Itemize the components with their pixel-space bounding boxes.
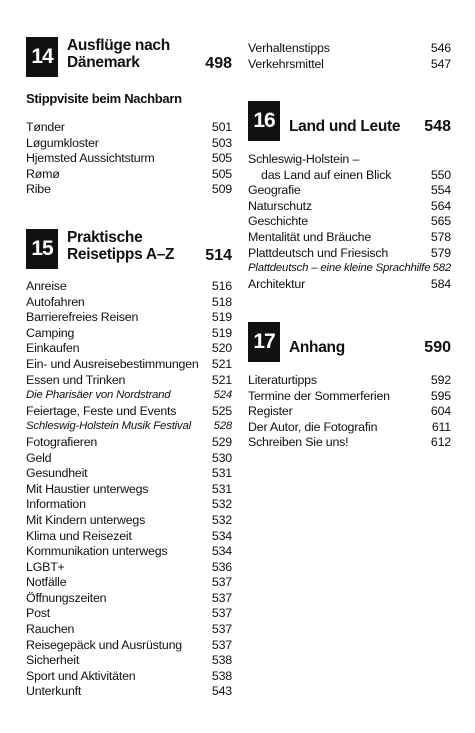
entry-title: Kommunikation unterwegs [26,544,168,559]
toc-entry[interactable] [26,482,232,498]
entry-page: 505 [211,151,232,166]
entry-title: Literaturtipps [248,373,317,387]
entry-title: Register [248,404,293,419]
toc-entry[interactable] [248,277,451,293]
entry-page: 537 [211,606,232,621]
entry-page: 509 [211,182,232,197]
entry-page: 505 [211,166,232,181]
entry-page: 611 [431,419,451,434]
toc-entry[interactable] [248,183,451,199]
entry-title: Geschichte [248,214,308,229]
toc-entry[interactable] [26,606,232,622]
toc-entry[interactable] [248,230,451,246]
entry-title: Mentalität und Bräuche [248,229,372,244]
entry-title: Einkaufen [26,341,80,356]
entry-title: Post [26,606,50,621]
toc-entry[interactable] [26,136,232,152]
entry-page: 524 [213,389,232,402]
entry-page: 534 [211,544,232,559]
entry-page: 554 [430,183,451,198]
entry-page: 582 [432,262,451,275]
toc-entry[interactable] [26,591,232,607]
chapter-title [67,229,174,263]
entry-title: Mit Kindern unterwegs [26,512,146,527]
entry-page: 612 [430,435,451,450]
entry-title: Klima und Reisezeit [26,528,132,543]
entry-page: 528 [213,420,232,433]
toc-entry[interactable] [26,151,232,167]
toc-entry[interactable] [26,373,232,389]
entry-page: 579 [430,245,451,260]
entry-title: Hjemsted Aussichtsturm [26,151,155,166]
toc-entry[interactable] [248,373,451,389]
entry-page: 525 [211,403,232,418]
chapter-14-header[interactable] [26,37,232,77]
entry-page: 516 [211,279,232,293]
toc-entry[interactable] [26,182,232,198]
entry-title: Fotografieren [26,434,98,449]
toc-entry[interactable] [26,120,232,136]
entry-title: Verkehrsmittel [248,56,324,71]
entry-page: 592 [430,373,451,387]
entry-title: Verhaltenstipps [248,41,330,55]
chapter-17-entries [248,373,451,451]
continued-entries [248,41,451,72]
entry-title: Rømø [26,166,60,181]
toc-entry[interactable] [26,466,232,482]
entry-title: Termine der Sommerferien [248,388,390,403]
entry-page: 546 [430,41,451,55]
entry-page: 565 [430,214,451,229]
entry-title: Schreiben Sie uns! [248,435,349,450]
entry-title: Camping [26,325,75,340]
entry-page: 537 [211,575,232,590]
chapter-page: 590 [424,339,451,356]
chapter-title-line: Ausflüge nach [67,37,170,54]
toc-entry-feature[interactable] [248,261,451,277]
entry-page: 520 [211,341,232,356]
entry-title: Ein- und Ausreisebestimmungen [26,356,199,371]
entry-page: 529 [211,434,232,449]
toc-entry[interactable] [248,246,451,262]
toc-entry[interactable] [26,310,232,326]
entry-title: Ribe [26,182,51,197]
chapter-subheading: Stippvisite beim Nachbarn [26,91,182,106]
entry-page: 519 [211,325,232,340]
entry-page: 537 [211,590,232,605]
entry-title: Reisegepäck und Ausrüstung [26,637,182,652]
entry-title: LGBT+ [26,559,65,574]
toc-entry[interactable] [26,451,232,467]
toc-entry[interactable] [248,435,451,451]
entry-page: 537 [211,637,232,652]
toc-entry[interactable] [26,575,232,591]
chapter-title-line: Praktische [67,229,143,246]
entry-title: Schleswig-Holstein Musik Festival [26,420,191,433]
toc-entry[interactable] [26,513,232,529]
chapter-title-line: Land und Leute [289,118,401,135]
entry-title: Anreise [26,279,67,293]
entry-page: 530 [211,450,232,465]
entry-page: 595 [430,388,451,403]
chapter-15-header[interactable] [26,229,232,269]
toc-entry[interactable] [248,41,451,57]
entry-title: Rauchen [26,622,75,637]
entry-title: Geld [26,450,52,465]
entry-page: 532 [211,512,232,527]
entry-title: Unterkunft [26,684,82,699]
entry-page: 521 [211,372,232,387]
entry-title: Sport und Aktivitäten [26,668,136,683]
entry-page: 537 [211,622,232,637]
chapter-title [67,37,170,71]
toc-entry[interactable] [26,341,232,357]
entry-title: Information [26,497,86,512]
toc-entry[interactable] [26,544,232,560]
entry-title: Notfälle [26,575,67,590]
entry-title: Plattdeutsch – eine kleine Sprachhilfe [248,262,431,275]
toc-entry[interactable] [26,404,232,420]
toc-entry[interactable] [26,326,232,342]
chapter-15-entries [26,279,232,700]
entry-title: Essen und Trinken [26,372,126,387]
chapter-page: 498 [205,55,232,72]
toc-entry[interactable] [248,420,451,436]
entry-title: Schleswig-Holstein – [248,152,360,166]
chapter-number-badge: 15 [26,229,58,269]
entry-title: Feiertage, Feste und Events [26,403,177,418]
toc-entry[interactable] [248,168,451,184]
entry-page: 531 [211,466,232,481]
chapter-page: 548 [424,118,451,135]
toc-entry-feature[interactable] [26,388,232,404]
chapter-16-entries [248,152,451,292]
entry-page: 518 [211,294,232,309]
toc-entry[interactable] [26,684,232,700]
entry-page: 501 [211,120,232,134]
chapter-page: 514 [205,247,232,264]
entry-title: das Land auf einen Blick [261,167,392,182]
entry-title: Plattdeutsch und Friesisch [248,245,389,260]
toc-entry[interactable] [248,389,451,405]
toc-entry[interactable] [248,404,451,420]
entry-page: 538 [211,668,232,683]
toc-entry[interactable] [26,653,232,669]
toc-entry[interactable] [248,214,451,230]
entry-title: Der Autor, die Fotografin [248,419,378,434]
entry-page: 578 [430,229,451,244]
entry-page: 534 [211,528,232,543]
toc-entry[interactable] [26,669,232,685]
entry-page: 547 [430,56,451,71]
entry-page: 536 [211,559,232,574]
chapter-14-entries [26,120,232,198]
chapter-title-line: Dänemark [67,54,140,71]
entry-page: 564 [430,198,451,213]
toc-entry[interactable] [26,295,232,311]
entry-title: Geografie [248,183,301,198]
entry-page: 531 [211,481,232,496]
toc-entry[interactable] [248,152,451,168]
entry-title: Die Pharisäer von Nordstrand [26,389,171,402]
toc-entry-feature[interactable] [26,419,232,435]
chapter-title-line: Anhang [289,339,345,356]
toc-entry[interactable] [26,435,232,451]
toc-entry[interactable] [248,199,451,215]
entry-page: 550 [430,167,451,182]
chapter-number-badge: 16 [248,101,280,141]
entry-page: 519 [211,310,232,325]
entry-page: 543 [211,684,232,699]
entry-page: 521 [211,356,232,371]
toc-entry[interactable] [26,529,232,545]
toc-entry[interactable] [26,622,232,638]
entry-title: Sicherheit [26,653,80,668]
chapter-title [289,339,345,356]
toc-entry[interactable] [26,167,232,183]
toc-entry[interactable] [26,279,232,295]
entry-title: Barrierefreies Reisen [26,310,139,325]
toc-entry[interactable] [248,57,451,73]
toc-entry[interactable] [26,560,232,576]
chapter-title [289,118,400,135]
chapter-16-header[interactable] [248,101,451,141]
chapter-title-line: Reisetipps A–Z [67,246,175,263]
entry-page: 532 [211,497,232,512]
chapter-17-header[interactable] [248,322,451,362]
entry-page: 604 [430,404,451,419]
entry-page: 503 [211,135,232,150]
entry-title: Mit Haustier unterwegs [26,481,149,496]
entry-title: Gesundheit [26,466,88,481]
entry-page: 584 [430,276,451,291]
entry-title: Naturschutz [248,198,312,213]
entry-title: Öffnungszeiten [26,590,107,605]
toc-entry[interactable] [26,638,232,654]
entry-title: Architektur [248,276,306,291]
toc-entry[interactable] [26,497,232,513]
entry-page: 538 [211,653,232,668]
entry-title: Tønder [26,120,65,134]
chapter-number-badge: 14 [26,37,58,77]
toc-entry[interactable] [26,357,232,373]
entry-title: Autofahren [26,294,85,309]
chapter-number-badge: 17 [248,322,280,362]
entry-title: Løgumkloster [26,135,99,150]
